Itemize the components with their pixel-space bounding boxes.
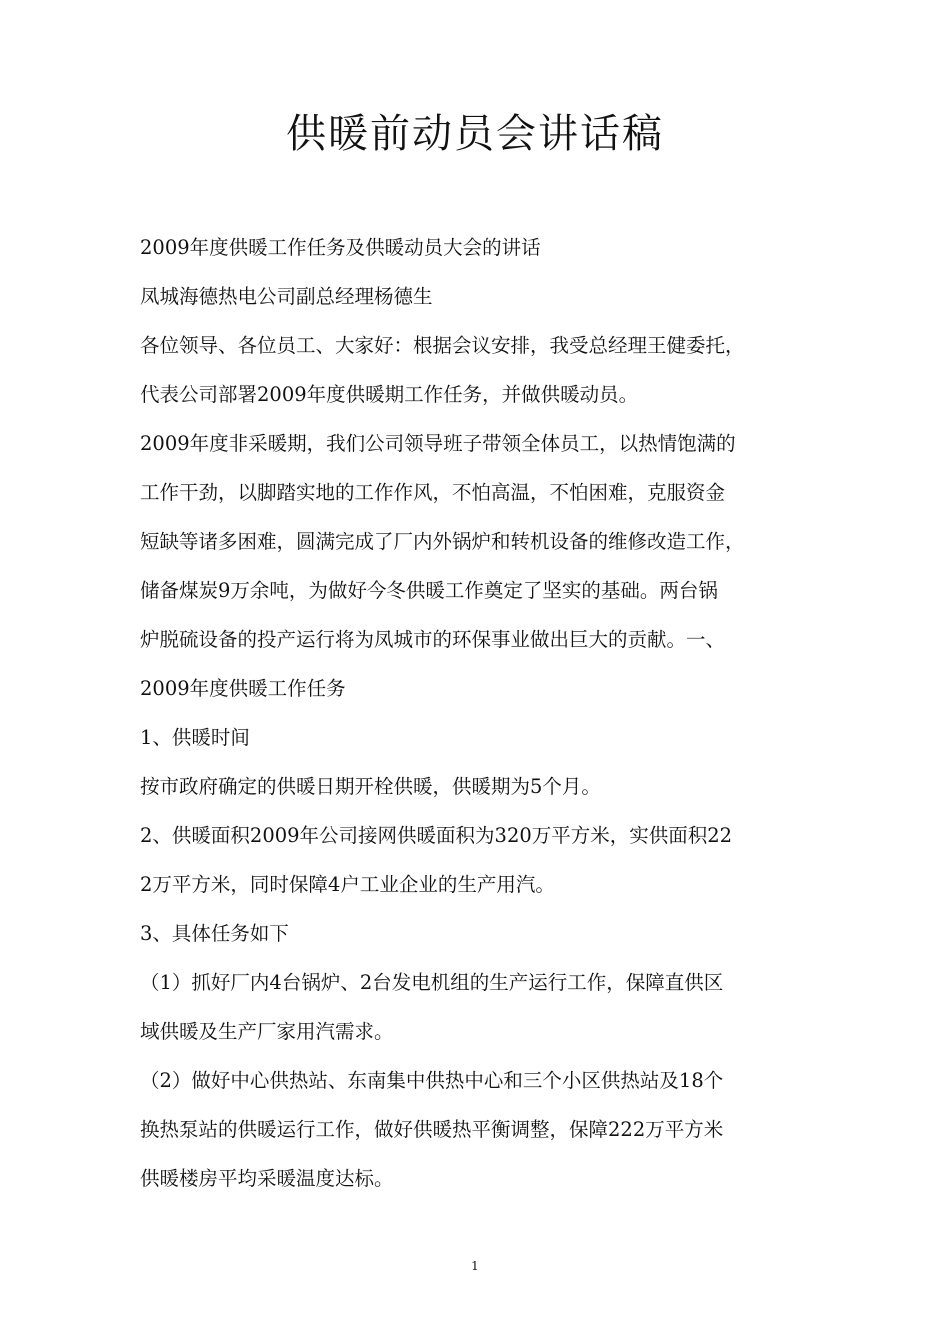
text-line: （1）抓好厂内4台锅炉、2台发电机组的生产运行工作，保障直供区 bbox=[140, 971, 724, 994]
page-number: 1 bbox=[471, 1259, 479, 1273]
text-line: （2）做好中心供热站、东南集中供热中心和三个小区供热站及18个 bbox=[140, 1069, 724, 1092]
text-line: 2009年度供暖工作任务及供暖动员大会的讲话 bbox=[140, 236, 541, 259]
text-line: 工作干劲，以脚踏实地的工作作风，不怕高温，不怕困难，克服资金 bbox=[140, 481, 726, 504]
text-line: 3、具体任务如下 bbox=[140, 922, 289, 945]
text-line: 换热泵站的供暖运行工作，做好供暖热平衡调整，保障222万平方米 bbox=[140, 1118, 724, 1141]
document-body bbox=[140, 223, 825, 1203]
text-line: 凤城海德热电公司副总经理杨德生 bbox=[140, 285, 433, 308]
text-line: 1、供暖时间 bbox=[140, 726, 250, 749]
text-line: 供暖楼房平均采暖温度达标。 bbox=[140, 1167, 394, 1190]
text-line: 2万平方米，同时保障4户工业企业的生产用汽。 bbox=[140, 873, 555, 896]
text-line: 2009年度非采暖期，我们公司领导班子带领全体员工，以热情饱满的 bbox=[140, 432, 736, 455]
text-line: 2、供暖面积2009年公司接网供暖面积为320万平方米，实供面积22 bbox=[140, 824, 733, 847]
text-line: 2009年度供暖工作任务 bbox=[140, 677, 346, 700]
text-line: 代表公司部署2009年度供暖期工作任务，并做供暖动员。 bbox=[140, 383, 639, 406]
text-line: 各位领导、各位员工、大家好：根据会议安排，我受总经理王健委托， bbox=[140, 334, 745, 357]
text-line: 域供暖及生产厂家用汽需求。 bbox=[140, 1020, 394, 1043]
text-line: 短缺等诸多困难，圆满完成了厂内外锅炉和转机设备的维修改造工作， bbox=[140, 530, 745, 553]
text-line: 按市政府确定的供暖日期开栓供暖，供暖期为5个月。 bbox=[140, 775, 601, 798]
text-line: 炉脱硫设备的投产运行将为凤城市的环保事业做出巨大的贡献。一、 bbox=[140, 628, 726, 651]
document-title: 供暖前动员会讲话稿 bbox=[286, 111, 664, 157]
text-line: 储备煤炭9万余吨，为做好今冬供暖工作奠定了坚实的基础。两台锅 bbox=[140, 579, 718, 602]
